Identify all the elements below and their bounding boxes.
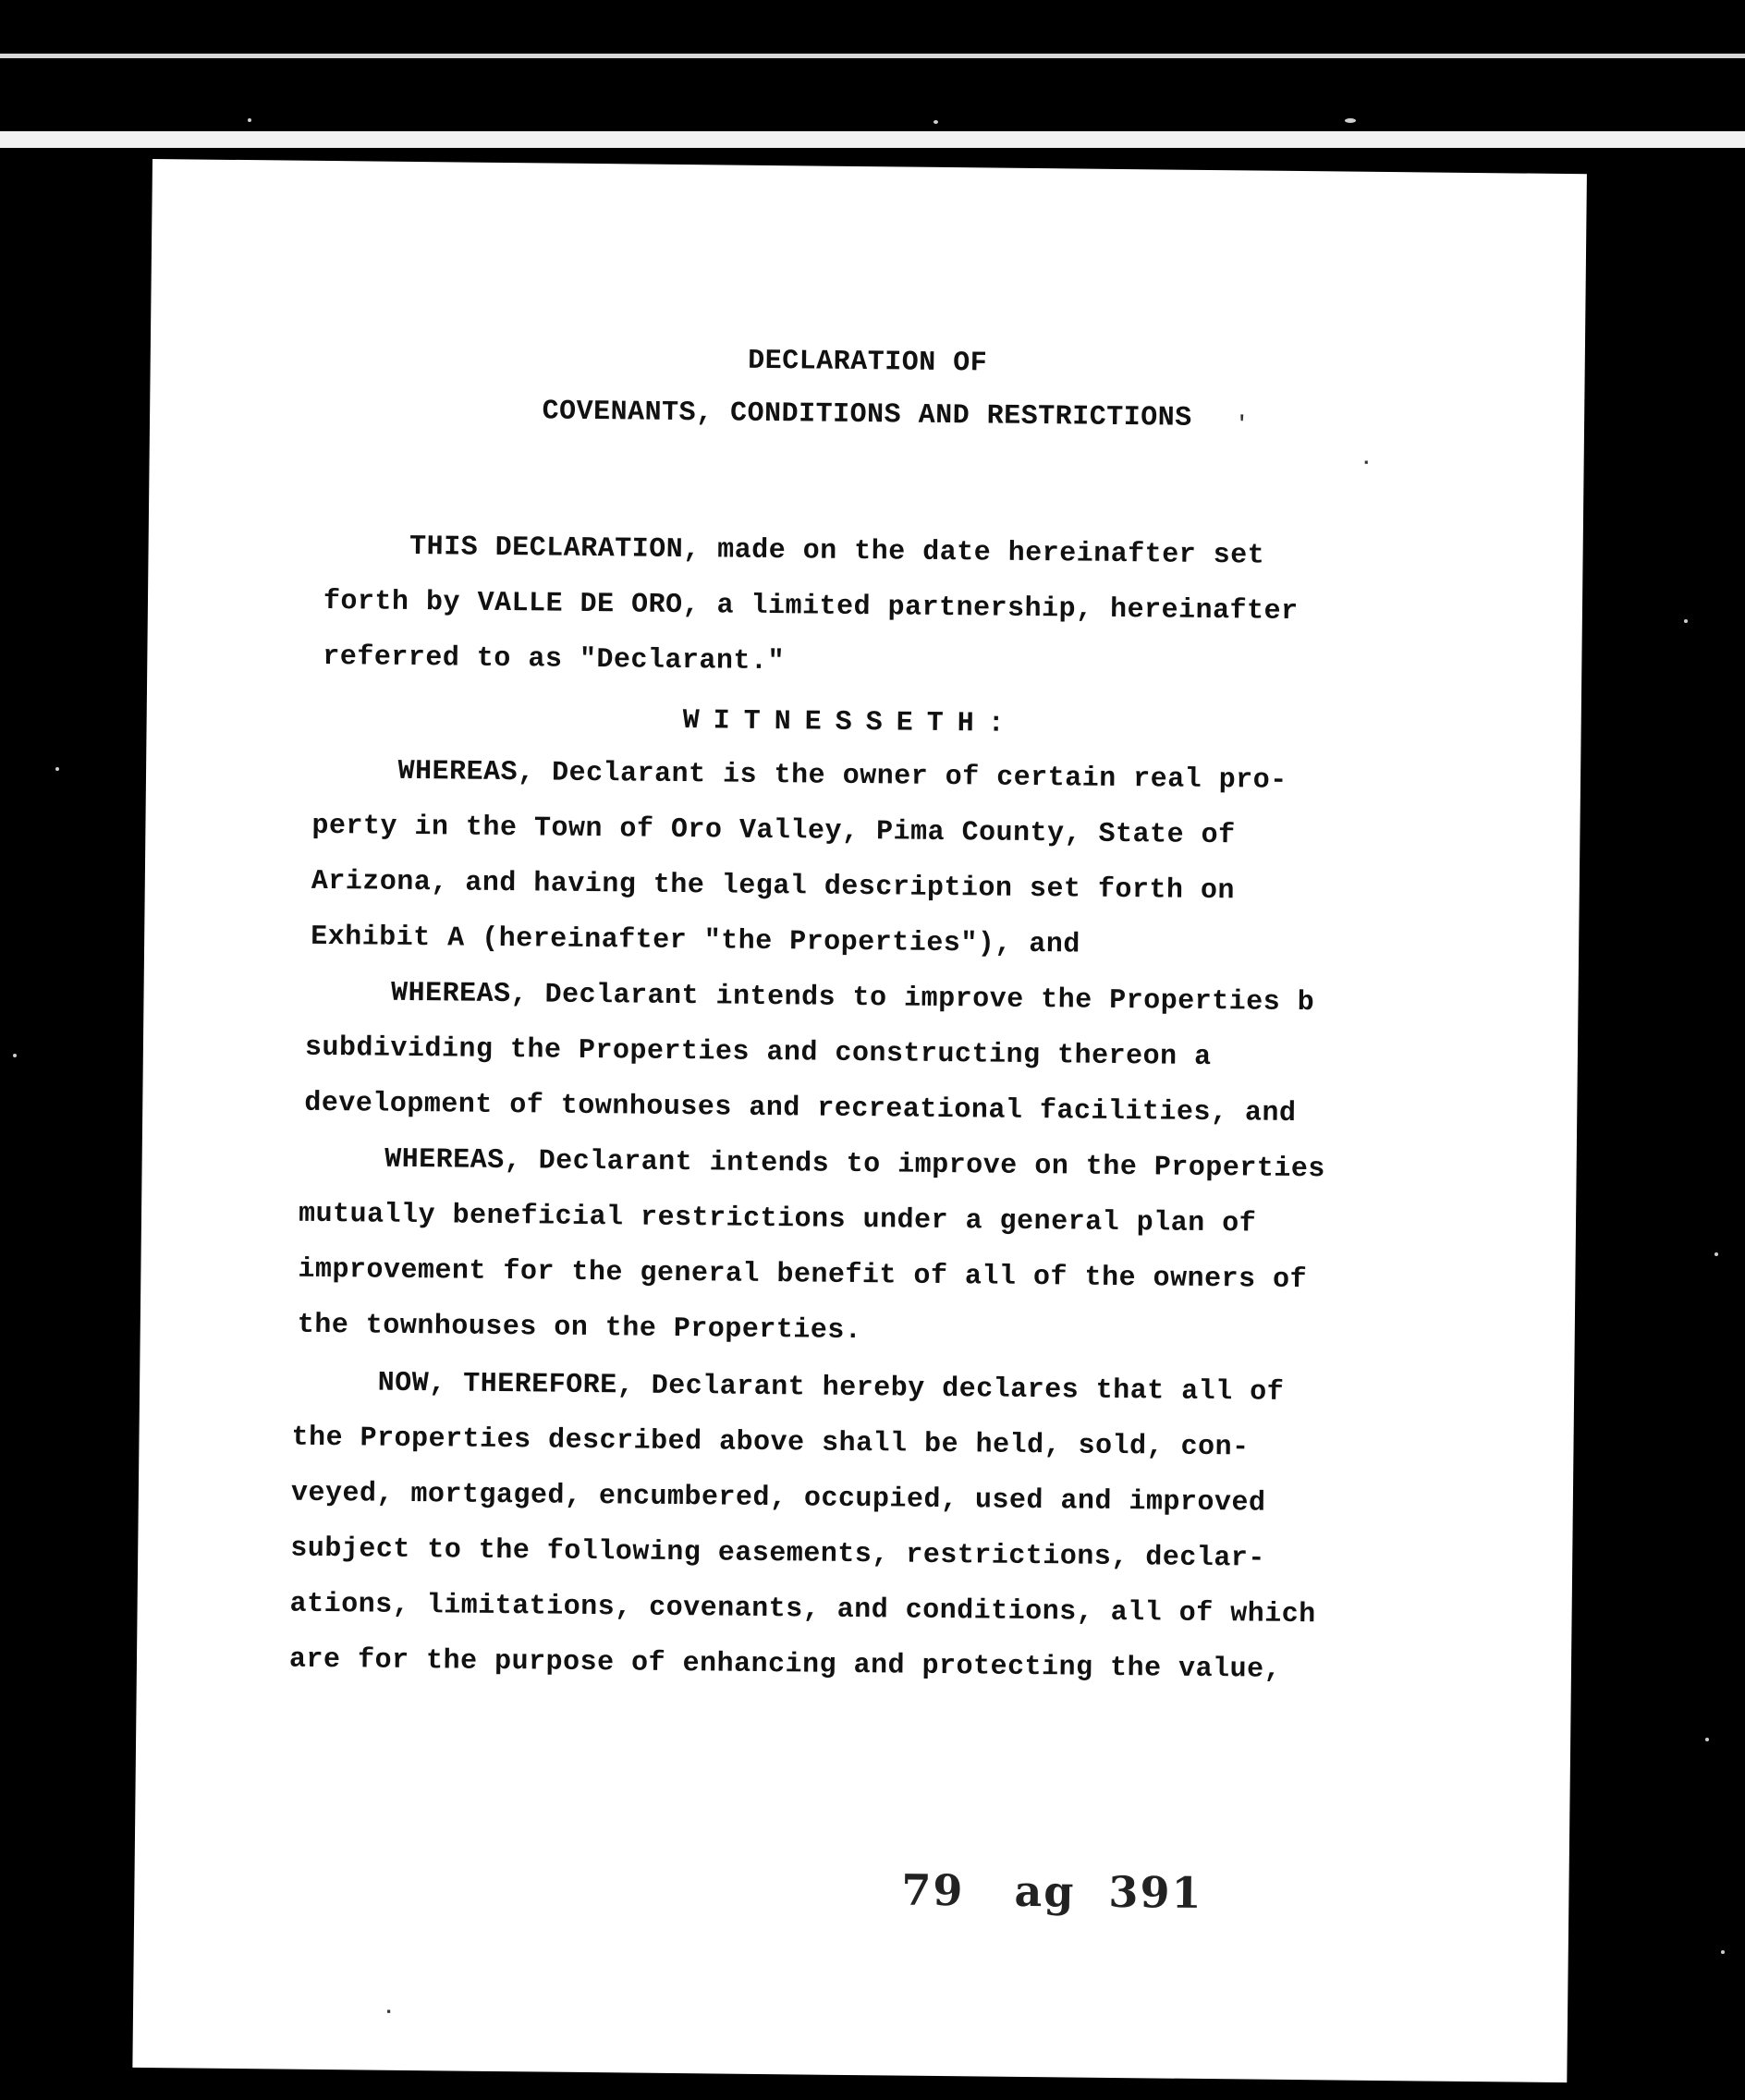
paragraph-2-line-4: Exhibit A (hereinafter "the Properties"), and (311, 921, 1080, 961)
scan-speck (1684, 619, 1688, 623)
document-title-line-1: DECLARATION OF (748, 345, 988, 380)
scan-speck (13, 1054, 17, 1057)
paragraph-5-line-2: the Properties described above shall be held, sold, con- (291, 1422, 1250, 1464)
paragraph-4-line-1: WHEREAS, Declarant intends to improve on the Properties (299, 1142, 1325, 1186)
paragraph-5-line-6: are for the purpose of enhancing and protecting the value, (288, 1643, 1282, 1686)
paragraph-1-line-3: referred to as "Declarant." (323, 641, 786, 678)
paragraph-5-line-1: NOW, THEREFORE, Declarant hereby declares that all of (291, 1366, 1285, 1409)
paragraph-5-line-5: ations, limitations, covenants, and conditions, all of which (289, 1588, 1316, 1631)
page-number-stamp: 79 ag 391 (901, 1864, 1203, 1919)
paragraph-2-line-2: perty in the Town of Oro Valley, Pima County, State of (311, 810, 1236, 852)
paragraph-3-line-2: subdividing the Properties and constructing thereon a (304, 1032, 1212, 1074)
paragraph-5-line-4: subject to the following easements, restrictions, declar- (290, 1532, 1266, 1575)
scan-speck (1721, 1950, 1725, 1954)
scanner-edge-line (0, 54, 1745, 58)
paragraph-4-line-3: improvement for the general benefit of all of the owners of (298, 1253, 1308, 1297)
stray-mark: . (1360, 446, 1373, 470)
paragraph-4-line-4: the townhouses on the Properties. (297, 1309, 862, 1348)
paragraph-4-line-2: mutually beneficial restrictions under a general plan of (298, 1198, 1257, 1240)
witnesseth-heading: WITNESSETH: (682, 705, 1019, 740)
paragraph-3-line-1: WHEREAS, Declarant intends to improve the Properties b (305, 976, 1315, 1019)
stray-mark: . (382, 1996, 396, 2020)
scanner-edge-strip (0, 131, 1745, 148)
document-page (132, 159, 1587, 2082)
scan-speck (248, 118, 251, 122)
document-title-line-2: COVENANTS, CONDITIONS AND RESTRICTIONS (542, 396, 1192, 434)
paragraph-1-line-2: forth by VALLE DE ORO, a limited partnership, hereinafter (323, 585, 1299, 629)
scan-speck (1714, 1252, 1718, 1256)
paragraph-2-line-1: WHEREAS, Declarant is the owner of certain real pro- (311, 754, 1287, 797)
scan-speck (1345, 118, 1356, 123)
scan-speck (934, 120, 938, 124)
paragraph-1-line-1: THIS DECLARATION, made on the date hereinafter set (323, 530, 1265, 572)
paragraph-5-line-3: veyed, mortgaged, encumbered, occupied, used and improved (290, 1477, 1266, 1520)
paragraph-2-line-3: Arizona, and having the legal description set forth on (311, 865, 1236, 908)
stray-mark: ' (1235, 412, 1249, 436)
paragraph-3-line-3: development of townhouses and recreational facilities, and (304, 1087, 1297, 1130)
scan-speck (1705, 1738, 1709, 1741)
scan-speck (55, 767, 59, 771)
